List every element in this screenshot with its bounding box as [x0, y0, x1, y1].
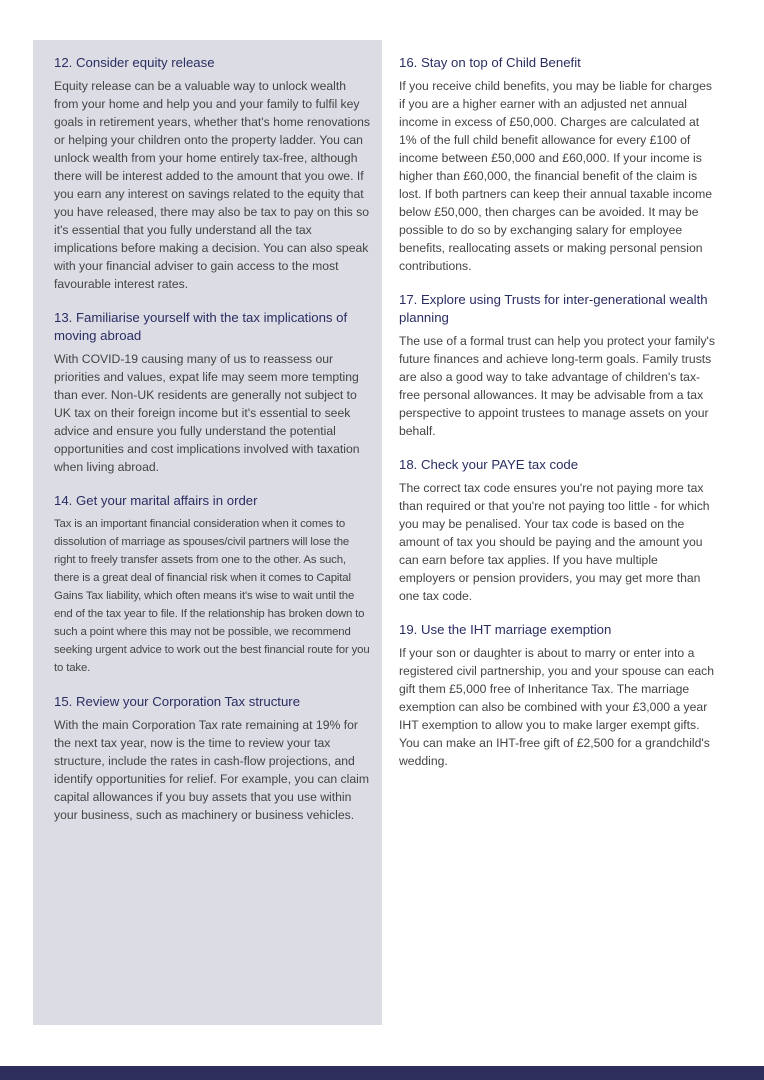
section-heading: 16. Stay on top of Child Benefit [399, 55, 581, 70]
section-moving-abroad [54, 309, 372, 476]
section-iht-marriage-exemption [399, 621, 717, 770]
section-body: With the main Corporation Tax rate remaining at 19% for the next tax year, now is the time to review your tax structure, include the rates in cash-flow projections, and identify opportunities for relief. For example, you can claim capital allowances if you buy assets that you use within your business, such as machinery or business vehicles. [54, 718, 369, 822]
left-column [54, 54, 372, 840]
footer-bar [0, 1066, 764, 1080]
section-body: Tax is an important financial consideration when it comes to dissolution of marriage as spouses/civil partners will lose the right to freely transfer assets from one to the other. As such, there is a great deal of financial risk when it comes to Capital Gains Tax liability, which often means it's wise to wait until the end of the tax year to file. If the relationship has broken down to such a point where this may not be possible, we recommend seeking urgent advice to work out the best financial route for you to take. [54, 518, 370, 674]
section-corporation-tax [54, 693, 372, 824]
right-column [399, 54, 717, 786]
section-heading: 19. Use the IHT marriage exemption [399, 622, 612, 637]
section-body: The use of a formal trust can help you protect your family's future finances and achieve long-term goals. Family trusts are also a good way to take advantage of children's tax-free personal allowances. It may be advisable from a tax perspective to appoint trustees to manage assets on your behalf. [399, 334, 715, 438]
section-paye-tax-code [399, 456, 717, 605]
section-heading: 15. Review your Corporation Tax structure [54, 694, 301, 709]
section-equity-release [54, 54, 372, 293]
section-body: With COVID-19 causing many of us to reassess our priorities and values, expat life may seem more tempting than ever. Non-UK residents are generally not subject to UK tax on their foreign income but it's essential to seek advice and ensure you fully understand the potential opportunities and cost implications involved with taxation when living abroad. [54, 352, 360, 474]
section-body: If you receive child benefits, you may be liable for charges if you are a higher earner with an adjusted net annual income in excess of £50,000. Charges are calculated at 1% of the full child benefit allowance for every £100 of income between £50,000 and £60,000. If your income is higher than £60,000, the financial benefit of the claim is lost. If both partners can keep their annual taxable income below £50,000, then charges can be avoided. It may be possible to do so by exchanging salary for employee benefits, reallocating assets or making personal pension contributions. [399, 79, 713, 273]
section-body: The correct tax code ensures you're not paying more tax than required or that you're not paying too little - for which you may be penalised. Your tax code is based on the amount of tax you should be paying and the amount you can earn before tax applies. If you have multiple employers or pension providers, you may get more than one tax code. [399, 481, 710, 603]
section-body: If your son or daughter is about to marry or enter into a registered civil partnership, you and your spouse can each gift them £5,000 free of Inheritance Tax. The marriage exemption can also be combined with your £3,000 a year IHT exemption to allow you to make larger exempt gifts. You can make an IHT-free gift of £2,500 for a grandchild's wedding. [399, 646, 715, 768]
section-heading: 13. Familiarise yourself with the tax implications of moving abroad [54, 310, 348, 343]
section-heading: 18. Check your PAYE tax code [399, 457, 579, 472]
section-heading: 17. Explore using Trusts for inter-generational wealth planning [399, 292, 708, 325]
section-marital-affairs [54, 492, 372, 677]
section-heading: 12. Consider equity release [54, 55, 215, 70]
section-body: Equity release can be a valuable way to unlock wealth from your home and help you and your family to fulfil key goals in retirement years, whether that's home renovations or helping your children onto the property ladder. You can unlock wealth from your home entirely tax-free, although there will be interest added to the amount that you owe. If you earn any interest on savings related to the equity that you have released, there may also be tax to pay on this so it's essential that you fully understand all the tax implications before making a decision. You can also speak with your financial adviser to gain access to the most favourable interest rates. [54, 79, 370, 291]
section-child-benefit [399, 54, 717, 275]
section-trusts [399, 291, 717, 440]
section-heading: 14. Get your marital affairs in order [54, 493, 258, 508]
